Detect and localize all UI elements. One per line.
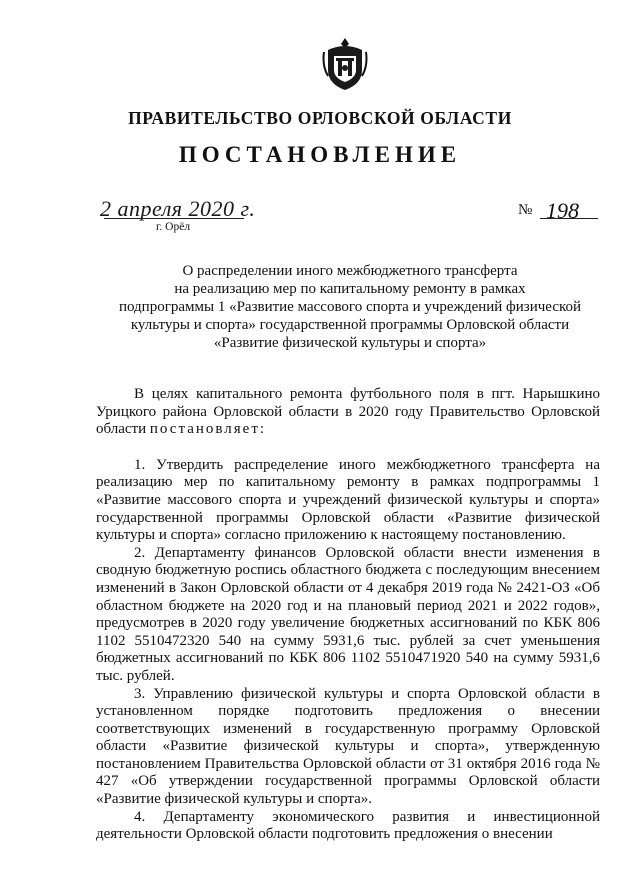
date-underline xyxy=(104,218,244,219)
subject-line: «Развитие физической культуры и спорта» xyxy=(213,335,487,351)
intro-text: В целях капитального ремонта футбольного поля в пгт. Нарышкино Урицкого района Орловской области в 2020 году Правительство Орловской области xyxy=(96,386,600,438)
document-body xyxy=(96,386,600,844)
subject-line: на реализацию мер по капитальному ремонту в рамках xyxy=(174,281,526,297)
document-subject xyxy=(100,262,600,352)
number-underline xyxy=(540,218,598,219)
subject-line: О распределении иного межбюджетного трансферта xyxy=(182,263,518,279)
city-label: г. Орёл xyxy=(156,221,191,233)
handwritten-date: 2 апреля 2020 г. xyxy=(100,196,256,221)
number-label: № xyxy=(518,202,533,218)
coat-of-arms-icon xyxy=(322,36,368,92)
intro-resolves: постановляет: xyxy=(149,421,267,438)
clause-3: 3. Управлению физической культуры и спорта Орловской области в установленном порядке подготовить предложения о внесении соответствующих изменений в государственную программу Орловской области «Развитие физической культуры и спорта», утвержденную постановлением Правительства Орловской области от 31 октября 2016 года № 427 «Об утверждении государственной программы Орловской области «Развитие физической культуры и спорта». xyxy=(96,685,600,808)
clause-1: 1. Утвердить распределение иного межбюджетного трансферта на реализацию мер по капитальному ремонту в рамках подпрограммы 1 «Развитие массового спорта и учреждений физической культуры и спорта» государственной программы Орловской области «Развитие физической культуры и спорта» согласно приложению к настоящему постановлению. xyxy=(96,456,600,544)
handwritten-number: 198 xyxy=(546,198,579,223)
subject-line: подпрограммы 1 «Развитие массового спорта и учреждений физической xyxy=(118,299,582,315)
clause-2: 2. Департаменту финансов Орловской области внести изменения в сводную бюджетную роспись областного бюджета с последующим внесением изменений в Закон Орловской области от 4 декабря 2019 года № 2421-ОЗ «Об областном бюджете на 2020 год и на плановый период 2021 и 2022 годов», предусмотрев в 2020 году увеличение бюджетных ассигнований по КБК 806 1102 5510472320 540 на сумму 5931,6 тыс. рублей за счет уменьшения бюджетных ассигнований по КБК 806 1102 5510471920 540 на сумму 5931,6 тыс. рублей. xyxy=(96,544,600,684)
subject-line: культуры и спорта» государственной программы Орловской области xyxy=(130,317,570,333)
intro-paragraph xyxy=(96,386,600,439)
organization-title: ПРАВИТЕЛЬСТВО ОРЛОВСКОЙ ОБЛАСТИ xyxy=(128,108,512,128)
document-type: ПОСТАНОВЛЕНИЕ xyxy=(178,142,462,167)
clause-4: 4. Департаменту экономического развития и инвестиционной деятельности Орловской области подготовить предложения о внесении xyxy=(96,808,600,843)
